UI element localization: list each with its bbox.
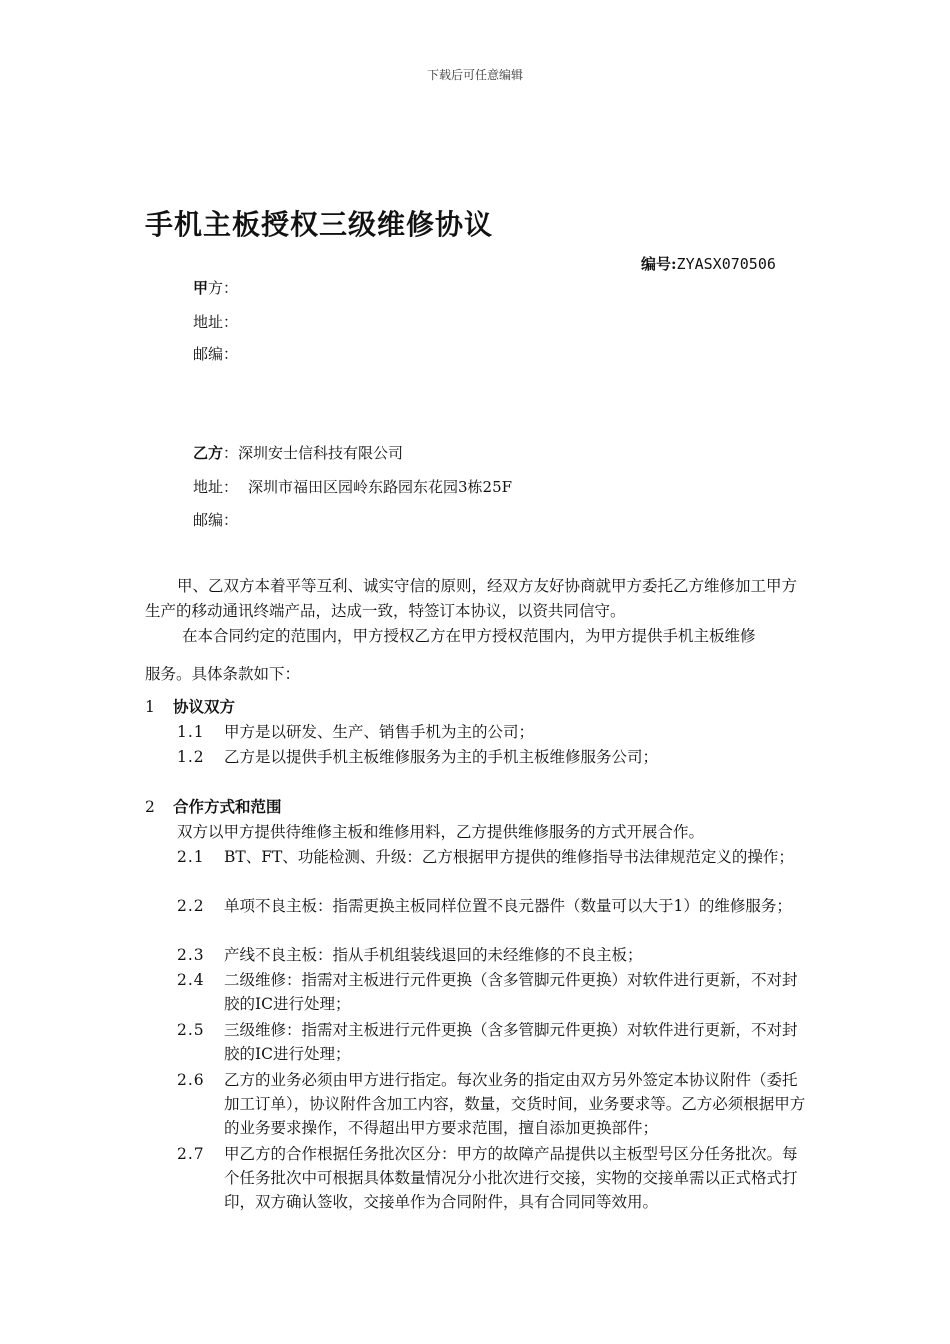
- item-text: 甲乙方的合作根据任务批次区分：甲方的故障产品提供以主板型号区分任务批次。每个任务批次中可根据具体数量情况分小批次进行交接，实物的交接单需以正式格式打印，双方确认签收，交接单作为合同附件，具有合同同等效用。: [224, 1145, 798, 1211]
- party-b-address-value: 深圳市福田区园岭东路园东花园3栋25F: [248, 478, 513, 496]
- party-b-address: [193, 476, 512, 497]
- list-item: [177, 745, 810, 769]
- item-text: 二级维修：指需对主板进行元件更换（含多管脚元件更换）对软件进行更新，不对封胶的IC进行处理；: [224, 971, 798, 1013]
- list-item: [177, 720, 810, 744]
- item-number: 2.3: [177, 946, 205, 964]
- item-number: 2.6: [177, 1071, 205, 1089]
- item-text: 甲方是以研发、生产、销售手机为主的公司；: [224, 723, 535, 741]
- list-item: [177, 1018, 810, 1066]
- contract-code-value: ZYASX070506: [676, 255, 776, 273]
- list-item: [177, 1068, 810, 1140]
- item-text: 产线不良主板：指从手机组装线退回的未经维修的不良主板；: [224, 946, 643, 964]
- party-a-name: [193, 277, 238, 298]
- item-text: 单项不良主板：指需更换主板同样位置不良元器件（数量可以大于1）的维修服务；: [224, 897, 792, 915]
- list-item: [177, 968, 810, 1016]
- section-2-lead: 双方以甲方提供待维修主板和维修用料，乙方提供维修服务的方式开展合作。: [177, 823, 705, 841]
- section-2-heading: [145, 795, 282, 817]
- section-1-number: 1: [145, 698, 155, 716]
- header-note: 下载后可任意编辑: [426, 68, 523, 82]
- section-2-number: 2: [145, 798, 155, 816]
- party-a-label-rest: 方：: [208, 279, 239, 297]
- item-number: 2.5: [177, 1021, 205, 1039]
- intro-paragraph-2a: 在本合同约定的范围内，甲方授权乙方在甲方授权范围内，为甲方提供手机主板维修: [182, 627, 756, 645]
- section-1-title: 协议双方: [173, 698, 236, 716]
- section-1-heading: [145, 695, 235, 717]
- list-item: [177, 845, 810, 869]
- party-b-postcode-label: 邮编：: [193, 511, 239, 529]
- item-number: 2.4: [177, 971, 205, 989]
- section-2-title: 合作方式和范围: [173, 798, 282, 816]
- party-b-name-value: ：深圳安士信科技有限公司: [223, 444, 404, 462]
- item-number: 2.7: [177, 1145, 205, 1163]
- contract-code-label: 编号:: [641, 255, 677, 273]
- list-item: [177, 1142, 810, 1214]
- item-text: 乙方的业务必须由甲方进行指定。每次业务的指定由双方另外签定本协议附件（委托加工订单），协议附件含加工内容，数量，交货时间，业务要求等。乙方必须根据甲方的业务要求操作，不得超出甲方要求范围，擅自添加更换部件；: [224, 1071, 806, 1137]
- item-text: 乙方是以提供手机主板维修服务为主的手机主板维修服务公司；: [224, 748, 659, 766]
- intro-paragraph-1: 甲、乙双方本着平等互利、诚实守信的原则，经双方友好协商就甲方委托乙方维修加工甲方生产的移动通讯终端产品，达成一致，特签订本协议，以资共同信守。: [145, 577, 798, 620]
- document-title: 手机主板授权三级维修协议: [145, 208, 494, 241]
- item-number: 1.2: [177, 748, 205, 766]
- party-a-postcode-label: 邮编：: [193, 345, 239, 363]
- party-b-address-label: 地址：: [193, 478, 239, 496]
- item-text: BT、FT、功能检测、升级：乙方根据甲方提供的维修指导书法律规范定义的操作；: [224, 848, 794, 866]
- party-a-label: 甲: [193, 279, 209, 297]
- item-number: 2.1: [177, 848, 205, 866]
- contract-code: [641, 253, 776, 274]
- intro-paragraph-2b: 服务。具体条款如下：: [145, 665, 301, 683]
- party-a-address-label: 地址：: [193, 313, 239, 331]
- list-item: [177, 894, 810, 918]
- party-b-name: [193, 442, 403, 463]
- list-item: [177, 943, 810, 967]
- item-text: 三级维修：指需对主板进行元件更换（含多管脚元件更换）对软件进行更新，不对封胶的IC进行处理；: [224, 1021, 798, 1063]
- item-number: 1.1: [177, 723, 205, 741]
- party-b-label: 乙方: [193, 444, 224, 462]
- item-number: 2.2: [177, 897, 205, 915]
